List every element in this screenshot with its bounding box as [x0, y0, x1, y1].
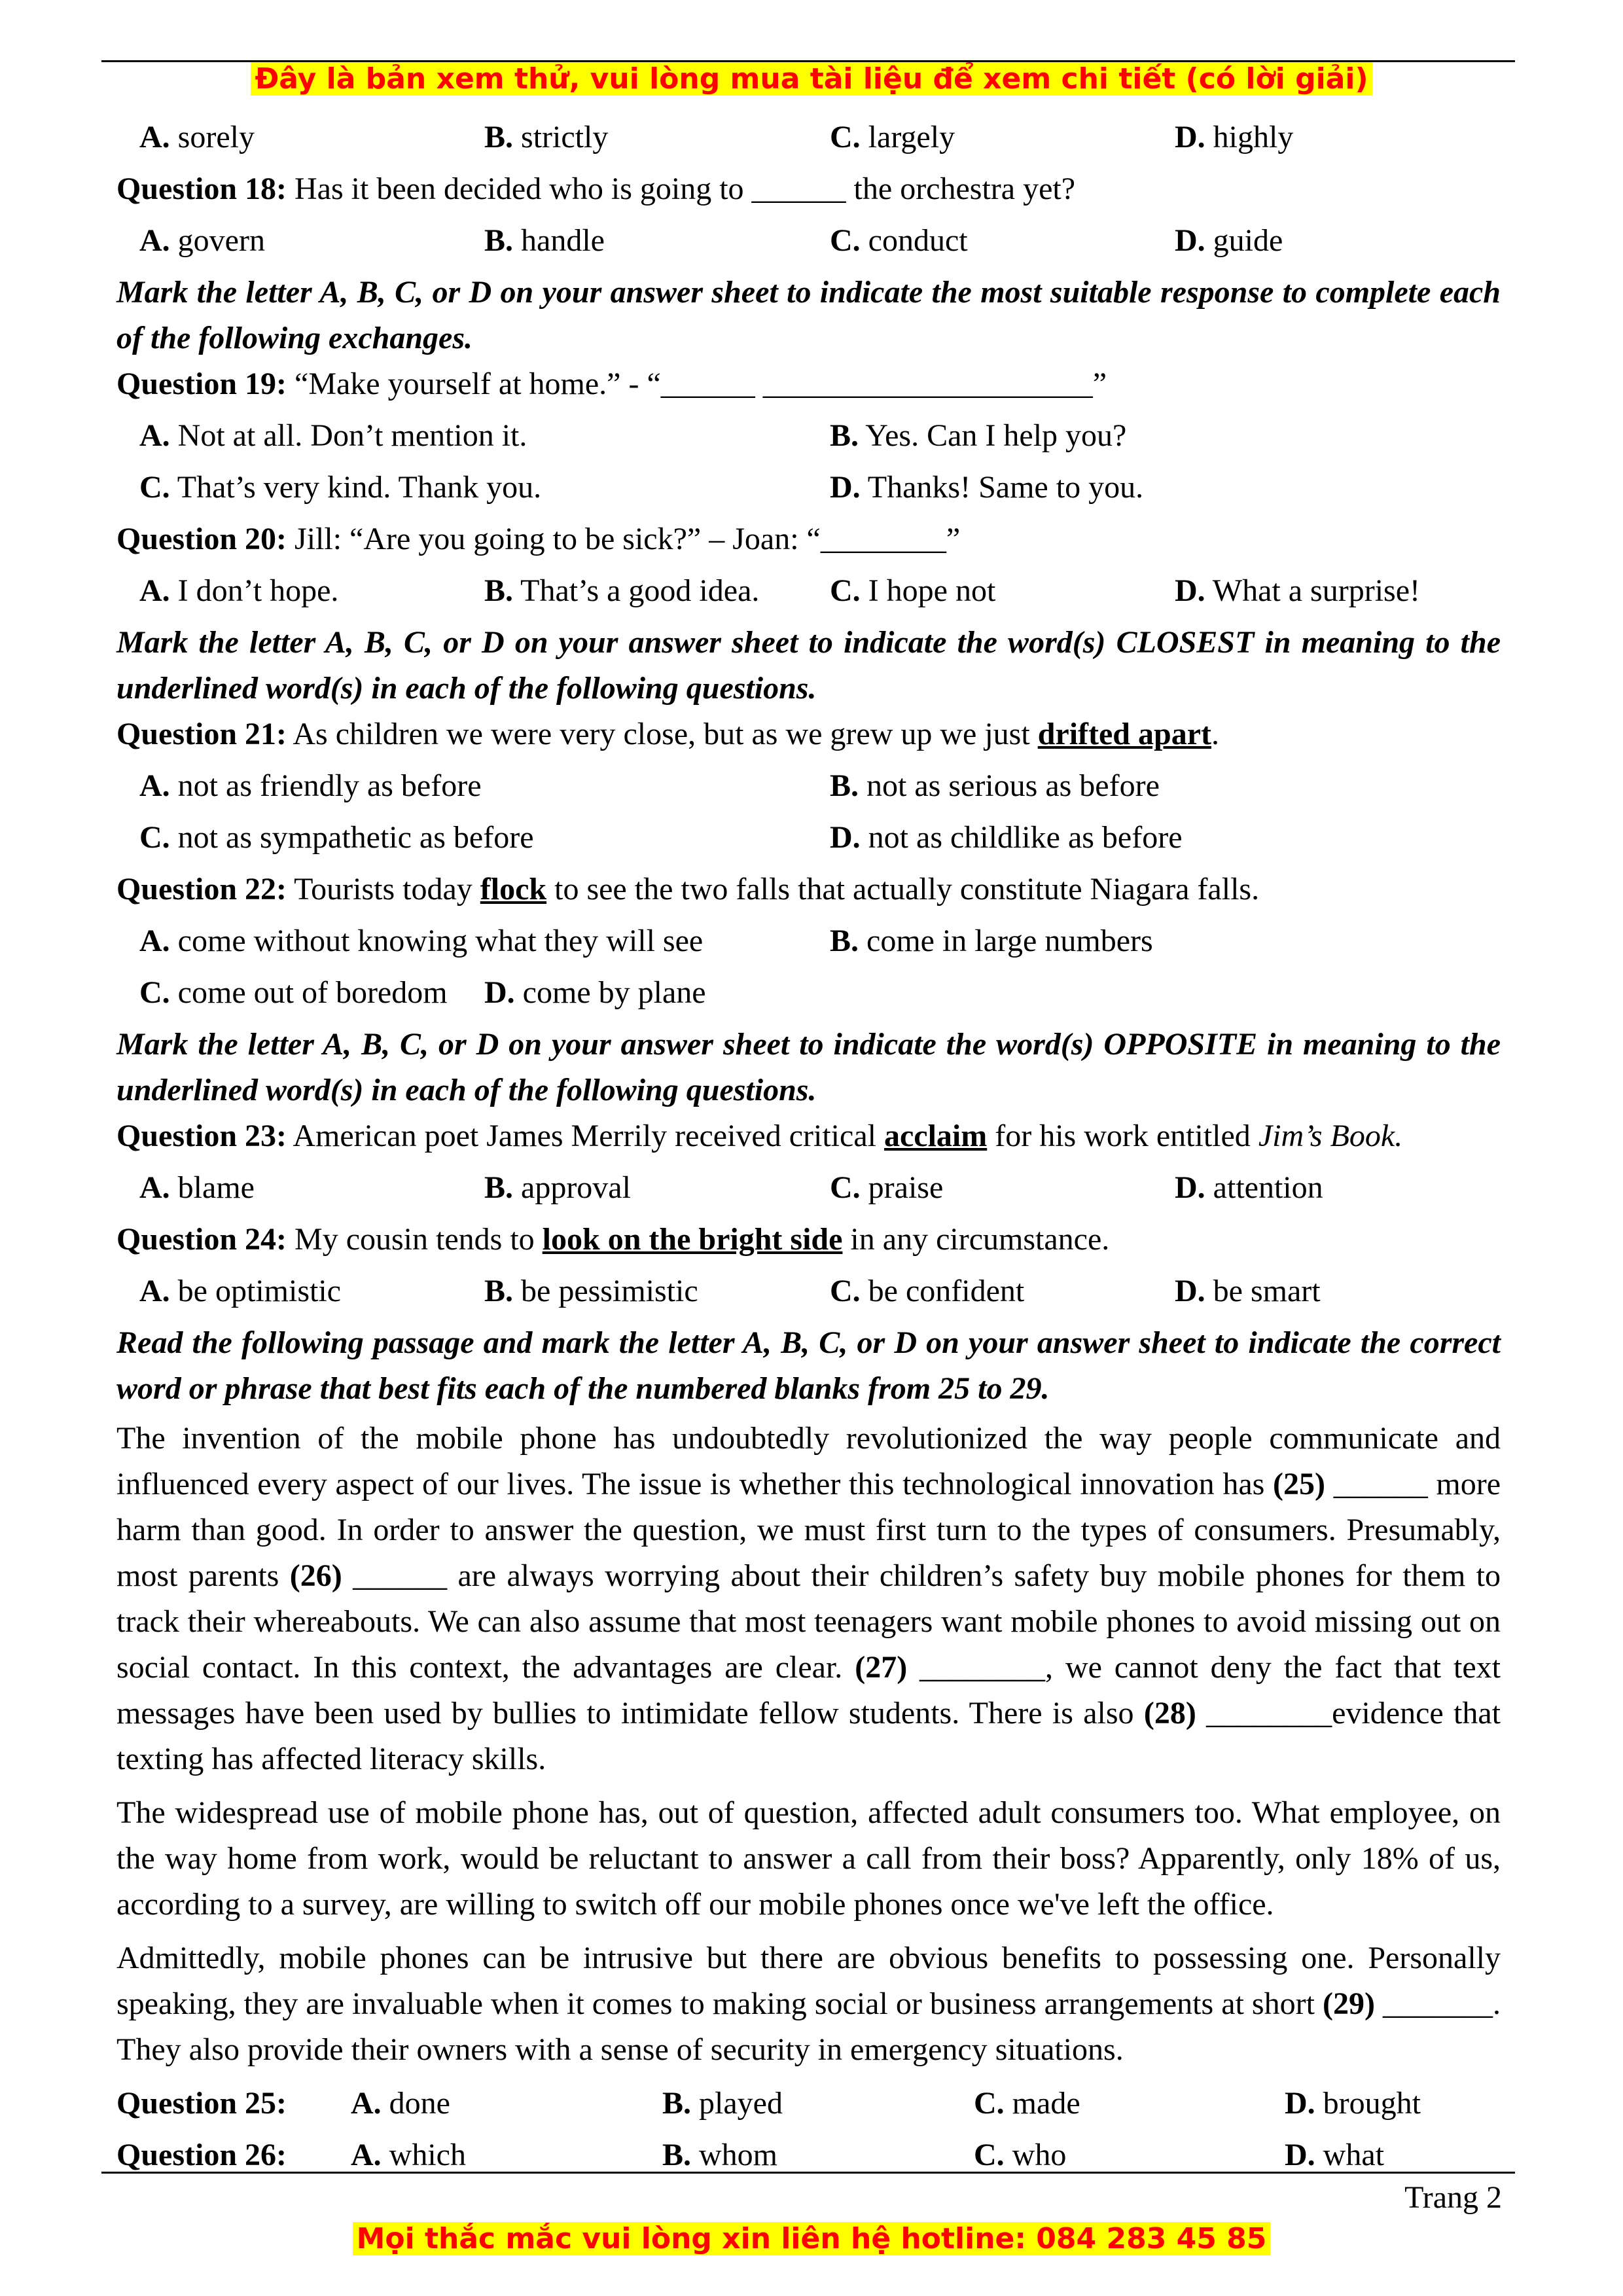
q21-option-c: C. not as sympathetic as before [139, 820, 534, 855]
q24-option-b: B. be pessimistic [484, 1274, 698, 1308]
q17-option-d: D. highly [1175, 120, 1294, 154]
q21-option-a: A. not as friendly as before [139, 768, 482, 803]
underlined-phrase: look on the bright side [542, 1222, 843, 1257]
q25-option-c: C. made [974, 2086, 1080, 2121]
q25-option-b: B. played [662, 2086, 783, 2121]
q20-option-a: A. I don’t hope. [139, 573, 339, 608]
q26-option-d: D. what [1285, 2138, 1384, 2172]
q17-option-a: A. sorely [139, 120, 255, 154]
page-number: Trang 2 [1404, 2180, 1502, 2215]
q22-options-cd [116, 970, 1501, 1022]
q21-options-cd [116, 815, 1501, 867]
q18-option-c: C. conduct [830, 223, 968, 258]
q23-option-c: C. praise [830, 1170, 944, 1205]
instruction-closest: Mark the letter A, B, C, or D on your answer sheet to indicate the word(s) CLOSEST in meaning to the underlined word(s) in each of the following questions. [116, 625, 1501, 706]
q24-option-c: C. be confident [830, 1274, 1025, 1308]
q22-option-c: C. come out of boredom [139, 975, 448, 1010]
q17-options [116, 115, 1501, 166]
instruction-exchanges: Mark the letter A, B, C, or D on your answer sheet to indicate the most suitable response to complete each of the following exchanges. [116, 275, 1501, 355]
question-20: Question 20: Jill: “Are you going to be sick?” – Joan: “________” [116, 522, 961, 556]
underlined-phrase: drifted apart [1037, 717, 1211, 751]
q24-option-d: D. be smart [1175, 1274, 1321, 1308]
instruction-passage: Read the following passage and mark the letter A, B, C, or D on your answer sheet to indicate the correct word or phrase that best fits each of the numbered blanks from 25 to 29. [116, 1325, 1501, 1406]
header-banner [0, 60, 1623, 98]
passage-paragraph-3: Admittedly, mobile phones can be intrusive but there are obvious benefits to possessing one. Personally speaking, they are invaluable when it comes to making social or business arrangements at short (29) _______. They also provide their owners with a sense of security in emergency situations. [116, 1941, 1501, 2067]
q23-options [116, 1165, 1501, 1217]
question-21: Question 21: As children we were very close, but as we grew up we just drifted apart. [116, 717, 1219, 751]
q22-option-d: D. come by plane [484, 975, 706, 1010]
question-22: Question 22: Tourists today flock to see the two falls that actually constitute Niagara falls. [116, 872, 1260, 906]
footer-banner [0, 2220, 1623, 2258]
question-25-label: Question 25: [116, 2086, 287, 2121]
q21-option-b: B. not as serious as before [830, 768, 1160, 803]
underlined-word: acclaim [883, 1119, 988, 1153]
question-25 [116, 2081, 1501, 2132]
q22-options-ab [116, 918, 1501, 970]
q21-option-d: D. not as childlike as before [830, 820, 1183, 855]
q19-option-a: A. Not at all. Don’t mention it. [139, 418, 527, 453]
header-banner-text: Đây là bản xem thử, vui lòng mua tài liệu để xem chi tiết (có lời giải) [251, 62, 1372, 96]
q22-option-b: B. come in large numbers [830, 924, 1153, 958]
underlined-word: flock [480, 872, 547, 906]
question-23: Question 23: American poet James Merrily received critical acclaim for his work entitled Jim’s Book. [116, 1119, 1403, 1153]
question-24: Question 24: My cousin tends to look on the bright side in any circumstance. [116, 1222, 1110, 1257]
q23-option-d: D. attention [1175, 1170, 1323, 1205]
q26-option-b: B. whom [662, 2138, 778, 2172]
q19-option-d: D. Thanks! Same to you. [830, 470, 1144, 505]
q23-option-b: B. approval [484, 1170, 631, 1205]
page-content [116, 115, 1501, 2184]
q24-options [116, 1268, 1501, 1320]
passage-paragraph-1: The invention of the mobile phone has undoubtedly revolutionized the way people communicate and influenced every aspect of our lives. The issue is whether this technological innovation has (25) ______ more harm than good. In order to answer the question, we must first turn to the types of consumers. Presumably, most parents (26) ______ are always worrying about their children’s safety buy mobile phones for them to track their whereabouts. We can also assume that most teenagers want mobile phones to avoid missing out on social contact. In this context, the advantages are clear. (27) ________, we cannot deny the fact that text messages have been used by bullies to intimidate fellow students. There is also (28) ________evidence that texting has affected literacy skills. [116, 1421, 1501, 1776]
q17-option-b: B. strictly [484, 120, 609, 154]
q18-option-d: D. guide [1175, 223, 1283, 258]
q20-option-c: C. I hope not [830, 573, 996, 608]
q22-option-a: A. come without knowing what they will see [139, 924, 704, 958]
q25-option-a: A. done [351, 2086, 450, 2121]
instruction-opposite: Mark the letter A, B, C, or D on your answer sheet to indicate the word(s) OPPOSITE in meaning to the underlined word(s) in each of the following questions. [116, 1027, 1501, 1107]
q20-option-d: D. What a surprise! [1175, 573, 1421, 608]
q19-option-b: B. Yes. Can I help you? [830, 418, 1127, 453]
q26-option-a: A. which [351, 2138, 466, 2172]
q21-options-ab [116, 763, 1501, 815]
q20-options [116, 568, 1501, 620]
q18-options [116, 218, 1501, 270]
q25-option-d: D. brought [1285, 2086, 1421, 2121]
q23-option-a: A. blame [139, 1170, 255, 1205]
q20-option-b: B. That’s a good idea. [484, 573, 760, 608]
question-18: Question 18: Has it been decided who is going to ______ the orchestra yet? [116, 171, 1076, 206]
question-19: Question 19: “Make yourself at home.” - “______ _____________________” [116, 367, 1107, 401]
q19-options-cd [116, 465, 1501, 516]
question-26-label: Question 26: [116, 2138, 287, 2172]
q19-option-c: C. That’s very kind. Thank you. [139, 470, 542, 505]
q18-option-b: B. handle [484, 223, 605, 258]
passage-paragraph-2: The widespread use of mobile phone has, out of question, affected adult consumers too. What employee, on the way home from work, would be reluctant to answer a call from their boss? Apparently, only 18% of us, according to a survey, are willing to switch off our mobile phones once we've left the office. [116, 1795, 1501, 1922]
footer-banner-text: Mọi thắc mắc vui lòng xin liên hệ hotline: 084 283 45 85 [353, 2222, 1271, 2255]
q24-option-a: A. be optimistic [139, 1274, 341, 1308]
footer-rule [101, 2172, 1515, 2174]
q18-option-a: A. govern [139, 223, 265, 258]
q26-option-c: C. who [974, 2138, 1067, 2172]
q19-options-ab [116, 413, 1501, 465]
question-26 [116, 2132, 1501, 2184]
q17-option-c: C. largely [830, 120, 955, 154]
